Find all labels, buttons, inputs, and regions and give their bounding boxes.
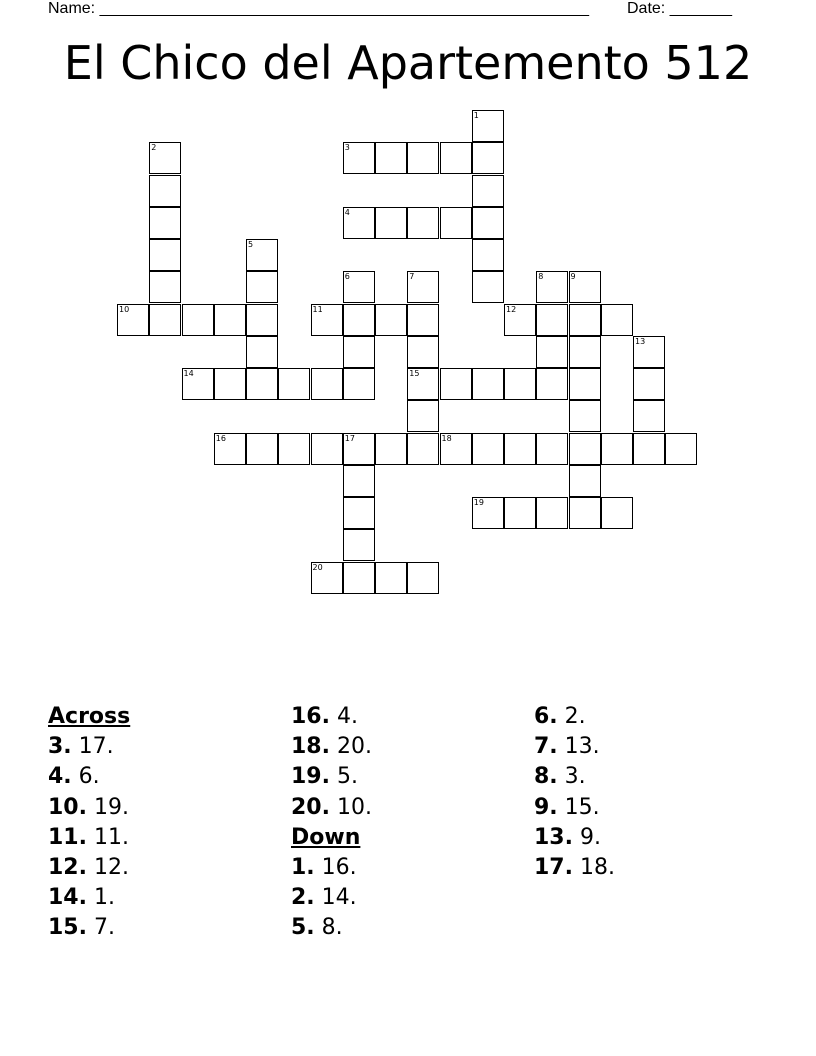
grid-cell[interactable] <box>472 239 504 271</box>
grid-cell[interactable] <box>278 368 310 400</box>
grid-cell[interactable] <box>601 433 633 465</box>
page-title: El Chico del Apartemento 512 <box>63 36 753 90</box>
clue-number: 17 <box>344 433 355 443</box>
clue-down-17: 17. 18. <box>534 854 615 880</box>
grid-cell[interactable] <box>343 497 375 529</box>
grid-cell[interactable] <box>407 562 439 594</box>
name-field-label: Name: _______________________________________________________ <box>48 0 589 17</box>
grid-cell[interactable] <box>214 433 246 465</box>
clue-number: 18 <box>441 433 452 443</box>
grid-cell[interactable] <box>375 207 407 239</box>
grid-cell[interactable] <box>343 271 375 303</box>
grid-cell[interactable] <box>601 497 633 529</box>
clue-across-11: 11. 11. <box>48 824 129 850</box>
grid-cell[interactable] <box>311 368 343 400</box>
clue-number: 2 <box>151 143 157 153</box>
clue-column-2 <box>291 702 531 944</box>
grid-cell[interactable] <box>407 271 439 303</box>
grid-cell[interactable] <box>504 433 536 465</box>
clue-across-16: 16. 4. <box>291 704 358 729</box>
clue-across-18: 18. 20. <box>291 734 372 760</box>
grid-cell[interactable] <box>440 142 472 174</box>
clue-number: 14 <box>183 369 194 378</box>
grid-cell[interactable] <box>214 368 246 400</box>
grid-cell[interactable] <box>569 433 601 465</box>
grid-cell[interactable] <box>149 207 181 239</box>
grid-cell[interactable] <box>343 336 375 368</box>
clue-number: 6 <box>344 272 350 282</box>
grid-cell[interactable] <box>149 142 181 174</box>
clue-across-20: 20. 10. <box>291 794 372 820</box>
clue-number: 8 <box>538 272 544 282</box>
grid-cell[interactable] <box>504 304 536 336</box>
date-field-label: Date: _______ <box>627 0 732 17</box>
clue-column-3 <box>534 702 774 883</box>
clue-down-1: 1. 16. <box>291 854 357 880</box>
clue-across-3: 3. 17. <box>48 734 114 760</box>
grid-cell[interactable] <box>472 433 504 465</box>
clue-across-12: 12. 12. <box>48 854 129 880</box>
clue-across-10: 10. 19. <box>48 794 129 820</box>
clue-number: 10 <box>119 304 130 314</box>
grid-cell[interactable] <box>633 400 665 432</box>
clue-down-7: 7. 13. <box>534 734 600 760</box>
grid-cell[interactable] <box>472 497 504 529</box>
grid-cell[interactable] <box>536 497 568 529</box>
clue-down-5: 5. 8. <box>291 915 343 941</box>
grid-cell[interactable] <box>246 336 278 368</box>
grid-cell[interactable] <box>472 207 504 239</box>
clue-across-19: 19. 5. <box>291 764 358 790</box>
grid-cell[interactable] <box>182 368 214 400</box>
grid-cell[interactable] <box>472 368 504 400</box>
clue-number: 7 <box>409 272 415 282</box>
clue-number: 16 <box>215 433 226 443</box>
clue-number: 3 <box>344 143 350 153</box>
grid-cell[interactable] <box>569 368 601 400</box>
grid-cell[interactable] <box>246 304 278 336</box>
grid-cell[interactable] <box>472 110 504 142</box>
grid-cell[interactable] <box>149 304 181 336</box>
clue-column-1 <box>48 702 288 944</box>
clue-across-15: 15. 7. <box>48 915 115 941</box>
grid-cell[interactable] <box>569 465 601 497</box>
grid-cell[interactable] <box>375 142 407 174</box>
grid-cell[interactable] <box>375 433 407 465</box>
grid-cell[interactable] <box>343 142 375 174</box>
clue-number: 12 <box>506 304 517 314</box>
grid-cell[interactable] <box>343 368 375 400</box>
grid-cell[interactable] <box>536 368 568 400</box>
clue-number: 9 <box>570 272 576 282</box>
grid-cell[interactable] <box>311 433 343 465</box>
grid-cell[interactable] <box>407 400 439 432</box>
grid-cell[interactable] <box>569 304 601 336</box>
grid-cell[interactable] <box>117 304 149 336</box>
grid-cell[interactable] <box>407 368 439 400</box>
grid-cell[interactable] <box>504 368 536 400</box>
grid-cell[interactable] <box>536 271 568 303</box>
grid-cell[interactable] <box>149 239 181 271</box>
clue-number: 19 <box>473 498 484 507</box>
clue-down-6: 6. 2. <box>534 704 586 729</box>
grid-cell[interactable] <box>182 304 214 336</box>
across-heading: Across <box>48 704 131 729</box>
clue-across-4: 4. 6. <box>48 764 100 790</box>
clue-number: 20 <box>312 562 323 572</box>
clue-down-9: 9. 15. <box>534 794 600 820</box>
grid-cell[interactable] <box>407 142 439 174</box>
grid-cell[interactable] <box>149 175 181 207</box>
grid-cell[interactable] <box>601 304 633 336</box>
grid-cell[interactable] <box>343 433 375 465</box>
clue-number: 5 <box>248 240 254 249</box>
clue-number: 13 <box>635 336 646 346</box>
grid-cell[interactable] <box>407 207 439 239</box>
grid-cell[interactable] <box>246 433 278 465</box>
grid-cell[interactable] <box>633 433 665 465</box>
grid-cell[interactable] <box>343 465 375 497</box>
grid-cell[interactable] <box>440 207 472 239</box>
grid-cell[interactable] <box>633 336 665 368</box>
grid-cell[interactable] <box>472 271 504 303</box>
clue-down-2: 2. 14. <box>291 885 357 911</box>
grid-cell[interactable] <box>375 304 407 336</box>
grid-cell[interactable] <box>246 368 278 400</box>
grid-cell[interactable] <box>343 207 375 239</box>
grid-cell[interactable] <box>504 497 536 529</box>
grid-cell[interactable] <box>311 562 343 594</box>
clue-down-13: 13. 9. <box>534 824 601 850</box>
grid-cell[interactable] <box>569 400 601 432</box>
grid-cell[interactable] <box>536 336 568 368</box>
grid-cell[interactable] <box>472 175 504 207</box>
grid-cell[interactable] <box>343 562 375 594</box>
grid-cell[interactable] <box>278 433 310 465</box>
grid-cell[interactable] <box>569 336 601 368</box>
grid-cell[interactable] <box>343 529 375 561</box>
grid-cell[interactable] <box>536 304 568 336</box>
down-heading: Down <box>291 824 361 850</box>
grid-cell[interactable] <box>665 433 697 465</box>
grid-cell[interactable] <box>407 304 439 336</box>
clue-number: 1 <box>473 111 479 120</box>
grid-cell[interactable] <box>440 368 472 400</box>
grid-cell[interactable] <box>375 562 407 594</box>
grid-cell[interactable] <box>149 271 181 303</box>
grid-cell[interactable] <box>214 304 246 336</box>
grid-cell[interactable] <box>472 142 504 174</box>
grid-cell[interactable] <box>440 433 472 465</box>
clue-number: 11 <box>312 304 323 314</box>
grid-cell[interactable] <box>569 497 601 529</box>
grid-cell[interactable] <box>407 433 439 465</box>
grid-cell[interactable] <box>246 271 278 303</box>
grid-cell[interactable] <box>569 271 601 303</box>
clue-across-14: 14. 1. <box>48 885 115 911</box>
grid-cell[interactable] <box>246 239 278 271</box>
clue-number: 15 <box>409 369 420 378</box>
grid-cell[interactable] <box>536 433 568 465</box>
grid-cell[interactable] <box>407 336 439 368</box>
grid-cell[interactable] <box>633 368 665 400</box>
clue-number: 4 <box>344 207 350 217</box>
grid-cell[interactable] <box>343 304 375 336</box>
grid-cell[interactable] <box>311 304 343 336</box>
clue-down-8: 8. 3. <box>534 764 586 790</box>
